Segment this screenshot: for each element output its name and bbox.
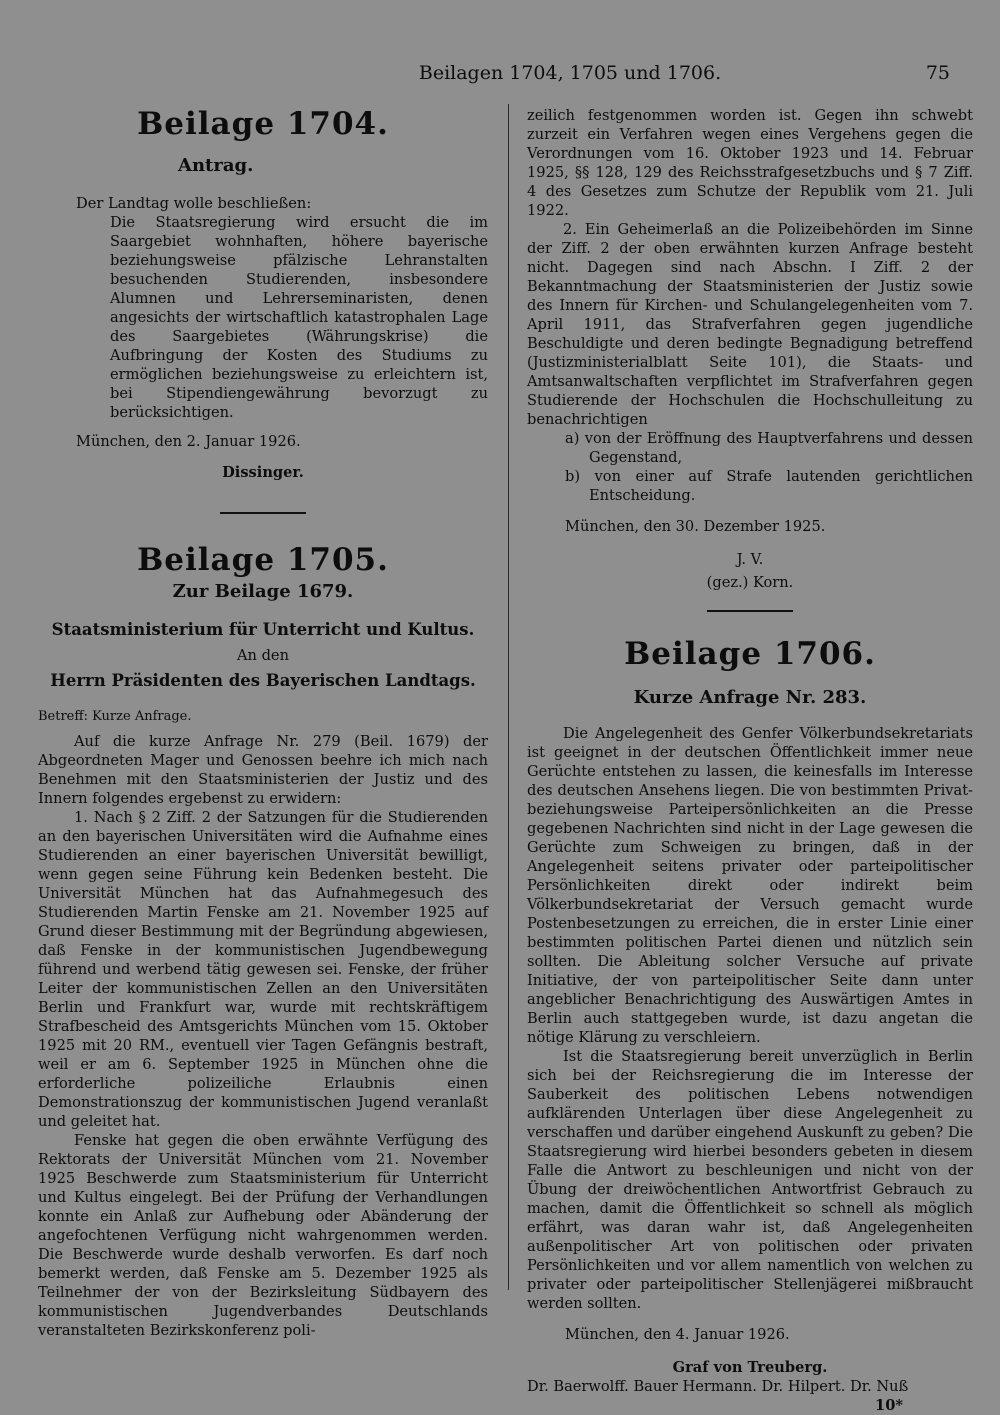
beilage-1704-body: Die Staatsregierung wird ersucht die im Saargebiet wohnhaften, höhere bayerische beziehungsweise pfälzische Lehranstalten besuchenden Studierenden, insbesondere Alumnen und Lehrerseminaristen, denen angesichts der wirtschaftlich katastrophalen Lage des Saargebietes (Währungskrise) die Aufbringung der Kosten des Studiums zu ermöglichen beziehungsweise zu erleichtern ist, bei Stipendiengewährung bevorzugt zu berücksichtigen. [110, 214, 488, 421]
beilage-1705-p2: 1. Nach § 2 Ziff. 2 der Satzungen für die Studierenden an den bayerischen Universitäten wird die Aufnahme eines Studierenden an einer bayerischen Universität bewilligt, wenn gegen seine Führung kein Bedenken besteht. Die Universität München hat das Aufnahmegesuch des Studierenden Martin Fenske am 21. November 1925 auf Grund dieser Bestimmung mit der Begründung abgewiesen, daß Fenske in der kommunistischen Jugendbewegung führend und werbend tätig gewesen sei. Fenske, der früher Leiter der kommunistischen Zellen an den Universitäten Berlin und Frankfurt war, wurde mit rechtskräftigem Strafbescheid des Amtsgerichts München vom 15. Oktober 1925 mit 20 RM., eventuell vier Tagen Gefängnis bestraft, weil er am 6. September 1925 in München ohne die erforderliche polizeiliche Erlaubnis einen Demonstrationszug der kommunistischen Jugend veranlaßt und geleitet hat. [38, 809, 488, 1130]
section-rule [220, 512, 306, 514]
beilage-1706-date: München, den 4. Januar 1926. [565, 1326, 790, 1343]
list-item-b: b) von einer auf Strafe lautenden gerichtlichen Entscheidung. [565, 468, 973, 504]
left-column [38, 104, 488, 1340]
beilage-1705-signature: (gez.) Korn. [706, 574, 794, 591]
beilage-1705-iv: J. V. [736, 551, 764, 568]
beilage-1704-date: München, den 2. Januar 1926. [76, 433, 301, 450]
right-column [527, 106, 973, 1415]
beilage-1706-title: Beilage 1706. [624, 636, 876, 672]
beilage-1706-signature: Graf von Treuberg. [672, 1359, 828, 1376]
beilage-1706-p2: Ist die Staatsregierung bereit unverzüglich in Berlin sich bei der Reichsregierung die im Interesse der Sauberkeit des politischen Lebens notwendigen aufklärenden Unterlagen über diese Angelegenheit zu verschaffen und darüber eingehend Auskunft zu geben? Die Staatsregierung wird hierbei besonders gebeten in diesem Falle die Antwort zu beschleunigen und nicht von der Übung der dreiwöchentlichen Antwortfrist Gebrauch zu machen, damit die Öffentlichkeit so schnell als möglich erfährt, was daran wahr ist, daß Angelegenheiten außenpolitischer Art von politischen oder privaten Persönlichkeiten und vor allem namentlich von welchen zu privater oder parteipolitischer Stellenjägerei mißbraucht werden sollten. [527, 1048, 973, 1312]
beilage-1705-subtitle: Zur Beilage 1679. [172, 581, 354, 602]
an-den: An den [237, 647, 289, 664]
beilage-1705-p3-continued: zeilich festgenommen worden ist. Gegen ihn schwebt zurzeit ein Verfahren wegen eines Vergehens gegen die Verordnungen vom 16. Oktober 1923 und 14. Februar 1925, §§ 128, 129 des Reichsstrafgesetzbuchs und § 7 Ziff. 4 des Gesetzes zum Schutze der Republik vom 21. Juli 1922. [527, 107, 973, 219]
beilage-1706-subtitle: Kurze Anfrage Nr. 283. [633, 687, 867, 708]
beilage-1706-p1: Die Angelegenheit des Genfer Völkerbundsekretariats ist geeignet in der deutschen Öffentlichkeit immer neue Gerüchte entstehen zu lassen, die keinesfalls im Interesse des deutschen Ansehens liegen. Die von bestimmten Privat- beziehungsweise Parteipersönlichkeiten an die Presse gegebenen Nachrichten sind nicht in der Lage gewesen die Gerüchte zum Schweigen zu bringen, daß in der Angelegenheit seitens privater oder parteipolitischer Persönlichkeiten direkt oder indirekt beim Völkerbundsekretariat der Versuch gemacht wurde Postenbesetzungen zu erreichen, die in erster Linie einer bestimmten politischen Partei dienen und nützlich sein sollten. Die Ableitung solcher Versuche auf private Initiative, der von parteipolitischer Seite dann unter angeblicher Benachrichtigung des Auswärtigen Amtes in Berlin auch stattgegeben wurde, ist dazu angetan die nötige Klärung zu verschleiern. [527, 725, 973, 1046]
beilage-1705-p3: Fenske hat gegen die oben erwähnte Verfügung des Rektorats der Universität München vom 21. November 1925 Beschwerde zum Staatsministerium für Unterricht und Kultus eingelegt. Bei der Prüfung der Verhandlungen konnte ein Anlaß zur Aufhebung oder Abänderung der angefochtenen Verfügung nicht wahrgenommen werden. Die Beschwerde wurde deshalb verworfen. Es darf noch bemerkt werden, daß Fenske am 5. Dezember 1925 als Teilnehmer der von der Bezirksleitung Südbayern des kommunistischen Jugendverbandes Deutschlands veranstalteten Bezirkskonferenz poli- [38, 1132, 488, 1339]
beilage-1705-p1: Auf die kurze Anfrage Nr. 279 (Beil. 1679) der Abgeordneten Mager und Genossen beehre ich mich nach Benehmen mit den Staatsministerien der Justiz und des Innern folgendes ergebenst zu erwidern: [38, 733, 488, 807]
ministry-name: Staatsministerium für Unterricht und Kultus. [51, 620, 475, 639]
page-header [60, 62, 960, 88]
list-item-a: a) von der Eröffnung des Hauptverfahrens und dessen Gegenstand, [565, 430, 973, 466]
beilage-1706-signers: Dr. Baerwolff. Bauer Hermann. Dr. Hilpert. Dr. Nuß [527, 1378, 909, 1395]
beilage-1704-title: Beilage 1704. [137, 106, 389, 142]
running-title: Beilagen 1704, 1705 und 1706. [418, 62, 722, 84]
beilage-1704-intro: Der Landtag wolle beschließen: [76, 195, 312, 212]
page-number: 75 [925, 62, 950, 84]
beilage-1705-p4: 2. Ein Geheimerlaß an die Polizeibehörden im Sinne der Ziff. 2 der oben erwähnten kurzen Anfrage besteht nicht. Dagegen sind nach Abschn. I Ziff. 2 der Bekanntmachung der Staatsministerien der Justiz sowie des Innern für Kirchen- und Schulangelegenheiten vom 7. April 1911, das Strafverfahren gegen jugendliche Beschuldigte und deren bedingte Begnadigung betreffend (Justizministerialblatt Seite 101), die Staats- und Amtsanwaltschaften verpflichtet im Strafverfahren gegen Studierende der Hochschulen die Hochschulleitung zu benachrichtigen [527, 221, 973, 428]
section-rule [707, 610, 793, 612]
beilage-1705-title: Beilage 1705. [137, 542, 389, 578]
footnote-marker: 10* [875, 1397, 903, 1414]
betreff: Betreff: Kurze Anfrage. [38, 709, 192, 724]
beilage-1704-signature: Dissinger. [222, 464, 304, 481]
recipient: Herrn Präsidenten des Bayerischen Landtags. [50, 671, 476, 690]
beilage-1704-subtitle: Antrag. [178, 155, 254, 176]
beilage-1705-date: München, den 30. Dezember 1925. [565, 518, 826, 535]
column-divider [508, 104, 509, 1290]
